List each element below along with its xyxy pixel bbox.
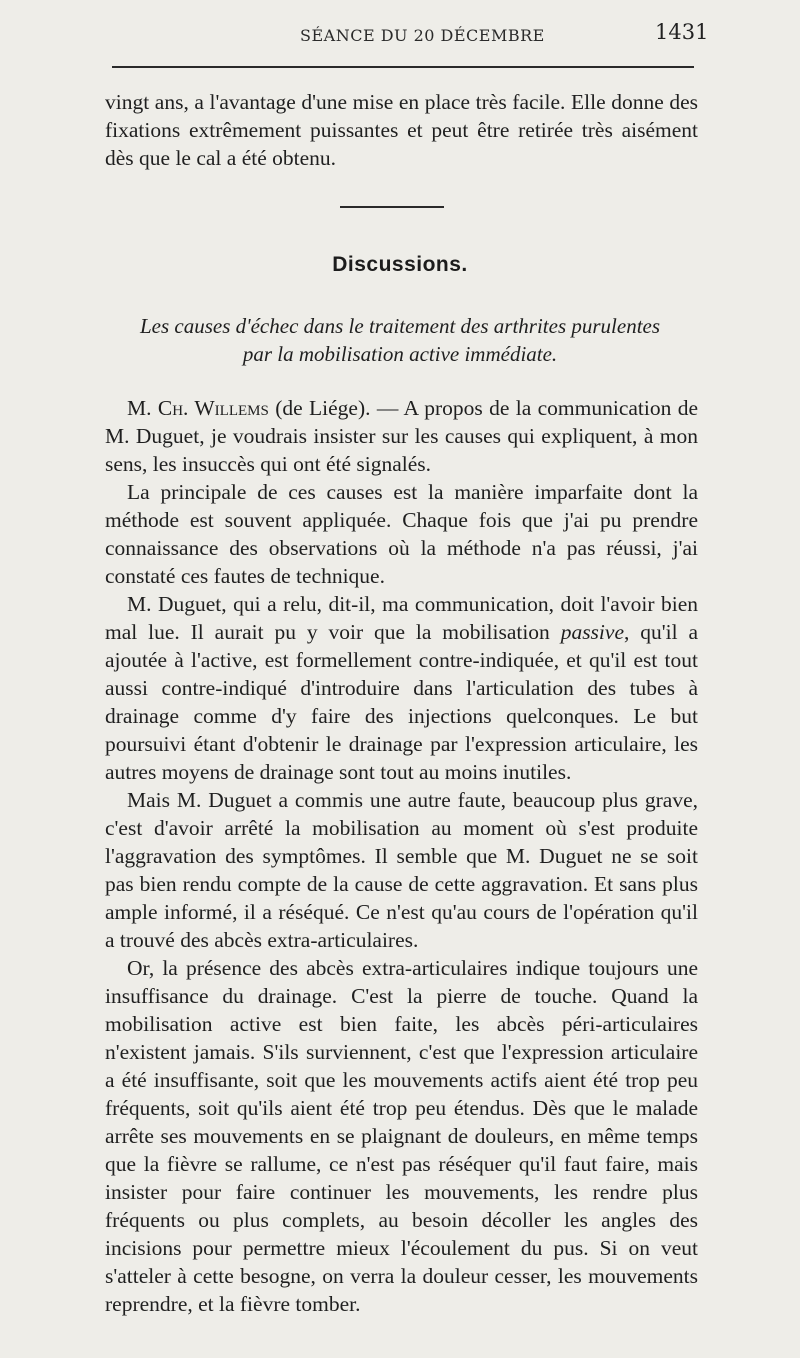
speaker-prefix: M. xyxy=(127,396,158,420)
subtitle-line-1: Les causes d'échec dans le traitement des arthrites purulentes xyxy=(139,314,661,338)
section-divider xyxy=(340,206,444,208)
discussion-body xyxy=(105,394,698,1318)
p3-italic-word: passive xyxy=(560,620,624,644)
paragraph-2: La principale de ces causes est la manière imparfaite dont la méthode est souvent appliquée. Chaque fois que j'ai pu prendre connaissance des observations où la méthode n'a pas réussi, j'ai constaté ces fautes de technique. xyxy=(105,480,698,588)
speaker-statement: (de Liége). — A propos de la communication de M. Duguet, je voudrais insister sur les causes qui expliquent, à mon sens, les insuccès qui ont été signalés. xyxy=(105,396,698,476)
section-subtitle xyxy=(110,312,690,368)
p3-text-before: M. Duguet, qui a relu, dit-il, ma communication, doit l'avoir bien mal lue. Il aurait pu y voir que la mobilisation xyxy=(105,592,698,644)
running-title: SÉANCE DU 20 DÉCEMBRE xyxy=(300,26,545,45)
paragraph-1 xyxy=(105,394,698,478)
speaker-name: Ch. Willems xyxy=(157,396,269,420)
header-rule xyxy=(112,66,694,68)
intro-block xyxy=(105,88,698,172)
paragraph-3 xyxy=(105,590,698,786)
p3-text-after: , qu'il a ajoutée à l'active, est formellement contre-indiquée, et qu'il est tout aussi contre-indiqué d'introduire dans l'articulation des tubes à drainage comme d'y faire des injections quelconques. Le but poursuivi étant d'obtenir le drainage par l'expression articulaire, les autres moyens de drainage sont tout au moins inutiles. xyxy=(105,620,698,784)
page-number: 1431 xyxy=(655,20,709,44)
paragraph-4: Mais M. Duguet a commis une autre faute, beaucoup plus grave, c'est d'avoir arrêté la mobilisation au moment où s'est produite l'aggravation des symptômes. Il semble que M. Duguet ne se soit pas bien rendu compte de la cause de cette aggravation. Et sans plus ample informé, il a réséqué. Ce n'est qu'au cours de l'opération qu'il a trouvé des abcès extra-articulaires. xyxy=(105,788,698,952)
intro-paragraph: vingt ans, a l'avantage d'une mise en place très facile. Elle donne des fixations extrêmement puissantes et peut être retirée très aisément dès que le cal a été obtenu. xyxy=(105,90,698,170)
section-heading: Discussions. xyxy=(332,253,468,276)
subtitle-line-2: par la mobilisation active immédiate. xyxy=(242,342,558,366)
paragraph-5: Or, la présence des abcès extra-articulaires indique toujours une insuffisance du drainage. C'est la pierre de touche. Quand la mobilisation active est bien faite, les abcès péri-articulaires n'existent jamais. S'ils surviennent, c'est que l'expression articulaire a été insuffisante, soit que les mouvements actifs aient été trop peu fréquents, soit qu'ils aient été trop peu étendus. Dès que le malade arrête ses mouvements en se plaignant de douleurs, en même temps que la fièvre se rallume, ce n'est pas réséquer qu'il faut faire, mais insister pour faire continuer les mouvements, les rendre plus fréquents ou plus complets, au besoin décoller les angles des incisions pour permettre mieux l'écoulement du pus. Si on veut s'atteler à cette besogne, on verra la douleur cesser, les mouvements reprendre, et la fièvre tomber. xyxy=(105,956,698,1316)
